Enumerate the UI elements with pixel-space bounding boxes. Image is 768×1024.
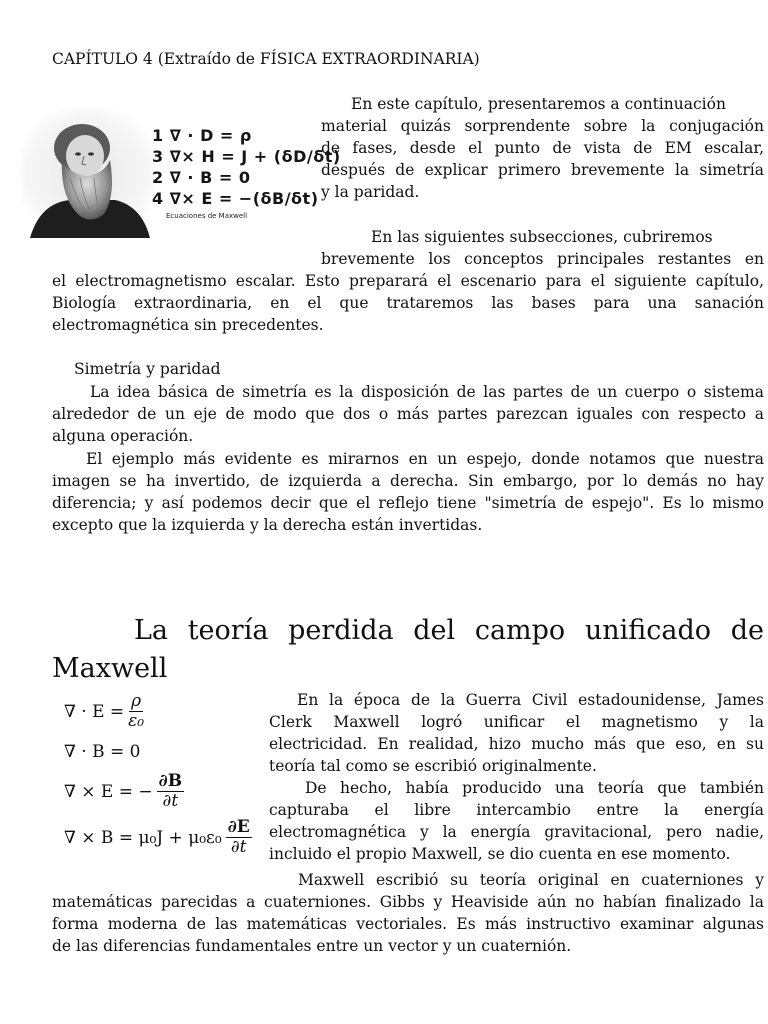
theory-paragraph [269,777,764,865]
text-line: matemáticas parecidas a cuaterniones. Gibbs y Heaviside aún no habían finalizado la [52,893,764,911]
title-line: La teoría perdida del campo unificado de [134,615,764,646]
maxwell-equations-image [152,124,341,224]
handwritten-equation-3: 3 ∇× H = J + (δD/δt) [152,147,341,166]
handwritten-equation-1: 1 ∇ · D = ρ [152,126,252,145]
equation-gauss-electric [64,692,144,731]
equation-numerator: ∂B [158,771,183,791]
equation-gauss-magnetic [64,742,140,762]
text-line: La idea básica de simetría es la disposición de las partes de un cuerpo o sistema [90,383,764,401]
civil-war-paragraph [269,689,764,777]
text-line: Clerk Maxwell logró unificar el magnetismo y la [269,713,764,731]
equation-lhs: ∇ · E = [64,701,125,722]
equation-denominator: ε₀ [128,711,145,731]
quaternion-paragraph [52,869,764,957]
equation-lhs: ∇ × B = μ₀J + μ₀ε₀ [64,827,222,848]
text-line: de fases, desde el punto de vista de EM escalar, [321,139,764,157]
section-heading: Simetría y paridad [74,360,221,378]
text-line: En la época de la Guerra Civil estadounidense, James [297,691,764,709]
text-line: electromagnética sin precedentes. [52,316,324,334]
handwritten-equation-2: 2 ∇ · B = 0 [152,168,251,187]
text-line: incluido el propio Maxwell, se dio cuenta en ese momento. [269,845,731,863]
equation-ampere-maxwell [64,818,252,857]
text-line: alguna operación. [52,427,194,445]
equation-faraday [64,772,184,811]
text-line: y la paridad. [321,183,420,201]
text-line: excepto que la izquierda y la derecha están invertidas. [52,516,483,534]
symmetry-paragraph [52,381,764,447]
text-line: de las diferencias fundamentales entre un vector y un cuaternión. [52,937,572,955]
text-line: forma moderna de las matemáticas vectoriales. Es más instructivo examinar algunas [52,915,764,933]
text-line: De hecho, había producido una teoría que también [305,779,764,797]
text-line: Biología extraordinaria, en el que trataremos las bases para una sanación [52,294,764,312]
text-line: Maxwell escribió su teoría original en cuaterniones y [298,871,764,889]
text-line: diferencia; y así podemos decir que el reflejo tiene "simetría de espejo". Es lo mismo [52,494,764,512]
equation-numerator: ρ [131,691,142,711]
handwritten-equation-4: 4 ∇× E = −(δB/δt) [152,189,319,208]
mirror-paragraph [52,448,764,536]
equation-text: ∇ · B = 0 [64,742,141,762]
text-line: electromagnética y la energía gravitacional, pero nadie, [269,823,764,841]
text-line: brevemente los conceptos principales restantes en [321,250,764,268]
text-line: alrededor de un eje de modo que dos o más partes parezcan iguales con respecto a [52,405,764,423]
text-line: material quizás sorprendente sobre la conjugación [321,117,764,135]
text-line: capturaba el libre intercambio entre la energía [269,801,764,819]
equation-denominator: ∂t [162,791,179,811]
maxwell-portrait-image [20,108,155,238]
image-caption: Ecuaciones de Maxwell [166,212,248,220]
text-line: El ejemplo más evidente es mirarnos en un espejo, donde notamos que nuestra [86,450,764,468]
chapter-title [52,612,764,688]
text-line: En las siguientes subsecciones, cubriremos [371,228,713,246]
text-line: imagen se ha invertido, de izquierda a derecha. Sin embargo, por lo demás no hay [52,472,764,490]
text-line: después de explicar primero brevemente la simetría [321,161,764,179]
subsections-paragraph [52,226,764,336]
equation-numerator: ∂E [227,817,250,837]
intro-paragraph [321,93,764,203]
text-line: teoría tal como se escribió originalmente. [269,757,597,775]
chapter-heading: CAPÍTULO 4 (Extraído de FÍSICA EXTRAORDINARIA) [52,50,480,68]
text-line: el electromagnetismo escalar. Esto preparará el escenario para el siguiente capítulo, [52,272,764,290]
text-line: En este capítulo, presentaremos a continuación [351,95,726,113]
title-line: Maxwell [52,653,168,684]
text-line: electricidad. En realidad, hizo mucho más que eso, en su [269,735,764,753]
equation-lhs: ∇ × E = − [64,781,153,802]
equation-denominator: ∂t [230,837,247,857]
maxwell-equations-typeset [52,692,267,872]
